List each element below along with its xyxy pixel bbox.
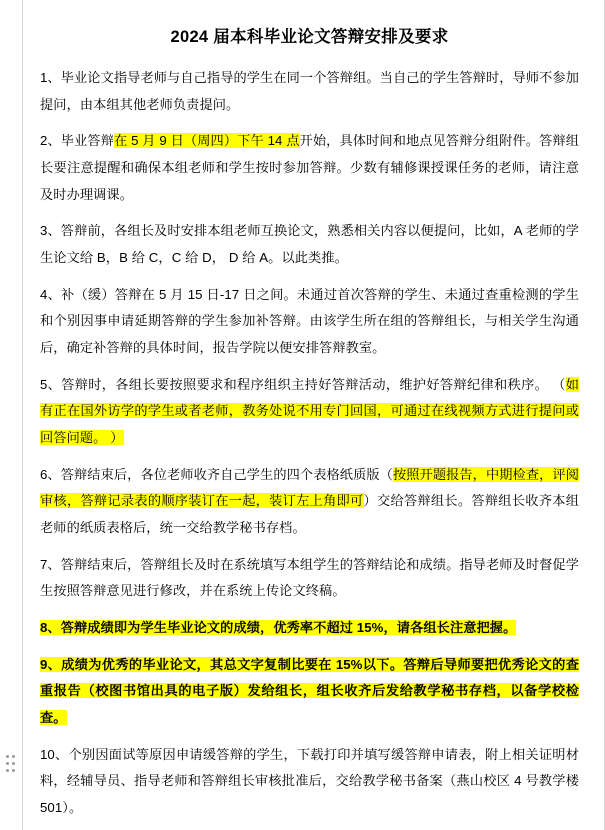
highlighted-text: 如有正在国外访学的学生或者老师，教务处说不用专门回国，可通过在线视频方式进行提问或回答问题。 ） — [40, 376, 579, 445]
paragraph-p1 — [40, 65, 579, 118]
paragraph-p8 — [40, 615, 579, 642]
text-run: 2、毕业答辩 — [40, 133, 114, 149]
text-run: 6、答辩结束后，各位老师收齐自己学生的四个表格纸质版（ — [40, 466, 393, 482]
handle-dot — [6, 769, 9, 772]
text-run: 7、答辩结束后，答辩组长及时在系统填写本组学生的答辩结论和成绩。指导老师及时督促学生按照答辩意见进行修改，并在系统上传论文终稿。 — [40, 556, 579, 599]
text-run: ）交给答辩组长。答辩组长收齐本组老师的纸质表格后，统一交给教学秘书存档。 — [40, 493, 579, 535]
paragraph-p3 — [40, 218, 579, 271]
text-run: 4、补（缓）答辩在 5 月 15 日-17 日之间。未通过首次答辩的学生、未通过查重检测的学生和个别因事申请延期答辩的学生参加补答辩。由该学生所在组的答辩组长，与相关学生沟通后，确定补答辩的具体时间，报告学院以便安排答辩教室。 — [40, 286, 579, 355]
handle-dot — [6, 755, 9, 758]
paragraph-p2 — [40, 128, 579, 208]
handle-dot — [12, 755, 15, 758]
highlighted-text: 8、答辩成绩即为学生毕业论文的成绩，优秀率不超过 15%，请各组长注意把握。 — [40, 619, 517, 635]
text-run: 3、答辩前，各组长及时安排本组老师互换论文，熟悉相关内容以便提问，比如，A 老师的学生论文给 B，B 给 C，C 给 D， D 给 A。以此类推。 — [40, 223, 579, 266]
highlighted-text: 在 5 月 9 日（周四）下午 14 点 — [114, 133, 300, 149]
paragraph-p7 — [40, 552, 579, 605]
text-run: 10、个别因面试等原因申请缓答辩的学生，下载打印并填写缓答辩申请表，附上相关证明材料，经辅导员、指导老师和答辩组长审核批准后，交给教学秘书备案（燕山校区 4 号教学楼 501）。 — [40, 746, 579, 815]
paragraph-p5 — [40, 372, 579, 452]
text-run: 1、毕业论文指导老师与自己指导的学生在同一个答辩组。当自己的学生答辩时，导师不参加提问，由本组其他老师负责提问。 — [40, 70, 579, 112]
text-run: 5、答辩时，各组长要按照要求和程序组织主持好答辩活动，维护好答辩纪律和秩序。 （ — [40, 376, 566, 392]
highlighted-text: 按照开题报告，中期检查，评阅审核，答辩记录表的顺序装订在一起，装订左上角即可 — [40, 466, 579, 509]
paragraph-p10 — [40, 742, 579, 822]
handle-dot — [12, 762, 15, 765]
handle-dot — [6, 762, 9, 765]
paragraph-p4 — [40, 282, 579, 362]
document-body — [40, 65, 579, 821]
paragraph-p9 — [40, 652, 579, 732]
drag-handle[interactable] — [6, 755, 18, 775]
text-run: 开始，具体时间和地点见答辩分组附件。答辩组长要注意提醒和确保本组老师和学生按时参加答辩。少数有辅修课授课任务的老师，请注意及时办理调课。 — [40, 133, 579, 202]
paragraph-p6 — [40, 462, 579, 542]
highlighted-text: 9、成绩为优秀的毕业论文，其总文字复制比要在 15%以下。答辩后导师要把优秀论文的查重报告（校图书馆出具的电子版）发给组长，组长收齐后发给教学秘书存档，以备学校检查。 — [40, 656, 579, 725]
page-title: 2024 届本科毕业论文答辩安排及要求 — [170, 28, 449, 46]
handle-dot — [12, 769, 15, 772]
